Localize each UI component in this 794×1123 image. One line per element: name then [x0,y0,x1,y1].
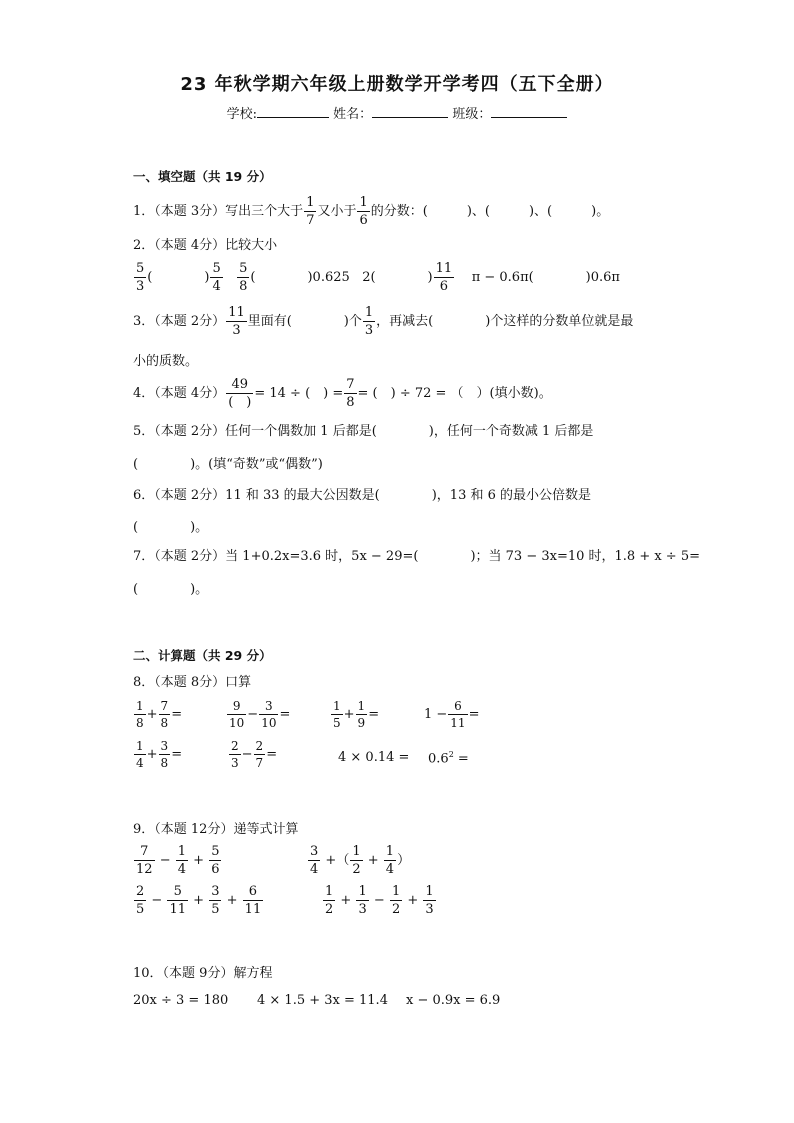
compare-blank[interactable]: ( )0.625 [250,270,350,285]
mental-math-item[interactable]: 1 − $\frac{6}{11}$ = [424,699,480,730]
fraction: $\frac{1}{6}$ [359,195,368,228]
question-1 [133,196,609,227]
fraction: $\frac{11}{6}$ [435,261,453,294]
q1-answer-blanks[interactable]: 的分数：( )、( )、( )。 [370,204,610,219]
question-10-label: 10．（本题 9分）解方程 [133,966,273,981]
fraction: $\frac{5}{4}$ [212,261,221,294]
class-blank[interactable] [491,105,567,118]
question-2-label: 2．（本题 4分）比较大小 [133,238,278,253]
q3-blank-2[interactable]: ，再减去( )个这样的分数单位就是最 [376,314,634,329]
q3-blank-1[interactable]: 里面有( )个 [247,314,362,329]
q4-blank-1[interactable]: = 14 ÷ ( ) = [254,386,344,401]
mental-math-item[interactable]: $\frac{1}{8}$ + $\frac{7}{8}$ = [136,699,183,730]
q4-text: 4．（本题 4分） [133,386,226,401]
mental-math-item[interactable]: $\frac{1}{5}$ + $\frac{1}{9}$ = [333,699,380,730]
fraction: $\frac{11}{3}$ [228,305,245,338]
section-heading-calculation: 二、计算题（共 29 分） [133,648,272,663]
compare-blank[interactable]: 2( ) [362,270,433,285]
mental-math-item[interactable]: $\frac{2}{3}$ − $\frac{2}{7}$ = [231,739,278,770]
q1-text: 1．（本题 3分）写出三个大于 [133,204,304,219]
question-9-label: 9．（本题 12分）递等式计算 [133,822,299,837]
question-6-line2[interactable]: ( )。 [133,520,209,535]
q3-text: 3．（本题 2分） [133,314,226,329]
q4-blank-2[interactable]: = ( ) ÷ 72 = （ ）(填小数)。 [357,386,552,401]
fraction: $\frac{5}{3}$ [136,261,145,294]
question-7-line1[interactable]: 7．（本题 2分）当 1+0.2x=3.6 时，5x − 29=( )；当 73 − 3x=10 时，1.8 + x ÷ 5= [133,549,700,564]
step-calc-expression[interactable]: $\frac{1}{2}$ + $\frac{1}{3}$ − $\frac{1}{2}$ + $\frac{1}{3}$ [325,884,434,917]
question-5-line1[interactable]: 5．（本题 2分）任何一个偶数加 1 后都是( )，任何一个奇数减 1 后都是 [133,424,594,439]
question-3 [133,306,633,337]
equation-item[interactable]: x − 0.9x = 6.9 [406,993,501,1008]
fraction: $\frac{5}{8}$ [239,261,248,294]
question-5-line2[interactable]: ( )。(填“奇数”或“偶数”) [133,457,323,472]
name-blank[interactable] [372,105,448,118]
fraction: $\frac{7}{8}$ [346,377,355,410]
mental-math-item[interactable]: 4 × 0.14 = [338,750,410,765]
compare-blank[interactable]: π − 0.6π( )0.6π [471,270,620,285]
question-3-line2: 小的质数。 [133,354,199,369]
q1-mid: 又小于 [317,204,357,219]
question-8-label: 8．（本题 8分）口算 [133,675,252,690]
step-calc-expression[interactable]: $\frac{3}{4}$ +（ $\frac{1}{2}$ + $\frac{1}{4}$ ） [310,844,411,877]
mental-math-item[interactable]: $\frac{9}{10}$ − $\frac{3}{10}$ = [229,699,291,730]
mental-math-item[interactable]: $\frac{1}{4}$ + $\frac{3}{8}$ = [136,739,183,770]
question-6-line1[interactable]: 6．（本题 2分）11 和 33 的最大公因数是( )，13 和 6 的最小公倍数是 [133,488,592,503]
school-label: 学校: [226,107,258,122]
section-heading-fill-in: 一、填空题（共 19 分） [133,169,272,184]
equation-item[interactable]: 4 × 1.5 + 3x = 11.4 [257,993,388,1008]
question-2-items [133,262,620,293]
class-label: 班级： [452,107,492,122]
compare-blank[interactable]: ( ) [147,270,210,285]
page-title: 23 年秋学期六年级上册数学开学考四（五下全册） [180,74,614,95]
step-calc-expression[interactable]: $\frac{7}{12}$ − $\frac{1}{4}$ + $\frac{5}{6}$ [136,844,220,877]
fraction: $\frac{49}{( )}$ [228,377,252,410]
question-7-line2[interactable]: ( )。 [133,582,209,597]
equation-item[interactable]: 20x ÷ 3 = 180 [133,993,229,1008]
student-info-line [0,103,794,122]
fraction: $\frac{1}{7}$ [306,195,315,228]
mental-math-item[interactable]: $0.6^2$ = [428,750,469,767]
school-blank[interactable] [257,105,329,118]
name-label: 姓名： [333,107,373,122]
question-4 [133,378,552,409]
fraction: $\frac{1}{3}$ [364,305,374,338]
step-calc-expression[interactable]: $\frac{2}{5}$ − $\frac{5}{11}$ + $\frac{3}{5}$ + $\frac{6}{11}$ [136,884,262,917]
